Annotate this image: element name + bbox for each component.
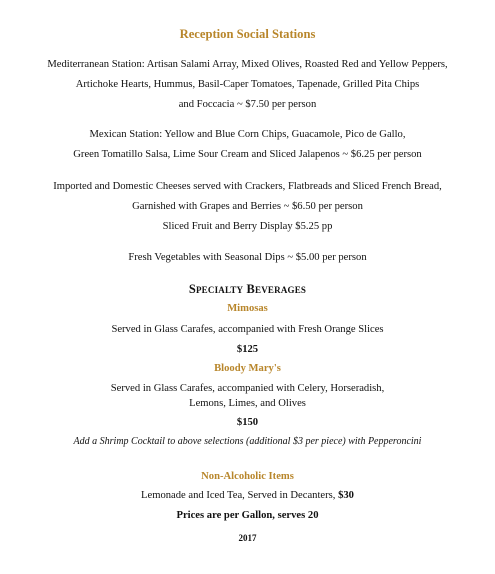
non-alcoholic-line	[0, 489, 495, 503]
non-alcoholic-heading: Non-Alcoholic Items	[201, 471, 294, 482]
non-alcoholic-price: $30	[338, 490, 354, 501]
mediterranean-line-3: and Foccacia ~ $7.50 per person	[178, 99, 317, 110]
bloody-marys-price: $150	[236, 417, 259, 428]
mediterranean-line-1: Mediterranean Station: Artisan Salami Array, Mixed Olives, Roasted Red and Yellow Peppers,	[47, 59, 448, 70]
mexican-line-1: Mexican Station: Yellow and Blue Corn Chips, Guacamole, Pico de Gallo,	[89, 129, 406, 140]
reception-title: Reception Social Stations	[179, 27, 316, 41]
mediterranean-line-2: Artichoke Hearts, Hummus, Basil-Caper Tomatoes, Tapenade, Grilled Pita Chips	[75, 79, 420, 90]
mimosas-description: Served in Glass Carafes, accompanied with Fresh Orange Slices	[111, 324, 384, 335]
cheeses-line-2: Garnished with Grapes and Berries ~ $6.50 per person	[132, 201, 363, 212]
cheeses-line-1: Imported and Domestic Cheeses served with Crackers, Flatbreads and Sliced French Bread,	[53, 181, 442, 192]
mimosas-price: $125	[236, 344, 259, 355]
fruit-display-line: Sliced Fruit and Berry Display $5.25 pp	[162, 221, 333, 232]
mexican-line-2: Green Tomatillo Salsa, Lime Sour Cream and Sliced Jalapenos ~ $6.25 per person	[73, 149, 422, 160]
bloody-marys-heading: Bloody Mary's	[214, 363, 281, 374]
specialty-beverages-title: Specialty Beverages	[188, 282, 307, 296]
bloody-marys-description-2: Lemons, Limes, and Olives	[189, 398, 306, 409]
gallon-note: Prices are per Gallon, serves 20	[176, 510, 319, 521]
mimosas-heading: Mimosas	[227, 303, 268, 314]
shrimp-cocktail-note: Add a Shrimp Cocktail to above selections (additional $3 per piece) with Pepperoncini	[73, 436, 422, 447]
vegetables-line: Fresh Vegetables with Seasonal Dips ~ $5.00 per person	[128, 252, 367, 263]
non-alcoholic-description: Lemonade and Iced Tea, Served in Decanters,	[141, 490, 339, 501]
footer-year: 2017	[238, 533, 257, 543]
bloody-marys-description-1: Served in Glass Carafes, accompanied with Celery, Horseradish,	[110, 383, 385, 394]
